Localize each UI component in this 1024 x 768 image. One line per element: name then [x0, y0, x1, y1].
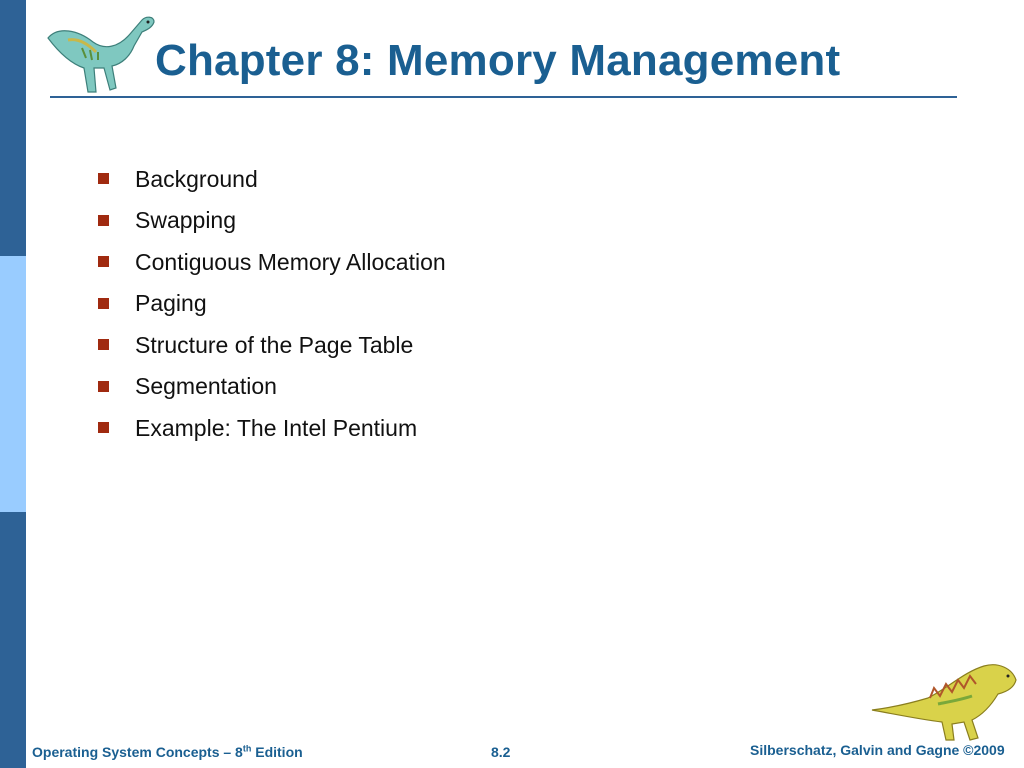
- bullet-text: Background: [135, 165, 258, 192]
- bullet-text: Structure of the Page Table: [135, 331, 414, 358]
- square-bullet-icon: [98, 173, 109, 184]
- bullet-text: Swapping: [135, 207, 237, 234]
- side-bar-light-band: [0, 256, 26, 512]
- bullet-text: Segmentation: [135, 373, 277, 400]
- dinosaur-icon: [38, 8, 156, 96]
- list-item: [98, 241, 446, 283]
- square-bullet-icon: [98, 256, 109, 267]
- list-item: [98, 407, 446, 449]
- footer-superscript: th: [242, 743, 252, 754]
- list-item: [98, 200, 446, 242]
- slide-title: Chapter 8: Memory Management: [155, 36, 841, 85]
- footer-page-number: 8.2: [491, 744, 511, 760]
- square-bullet-icon: [98, 298, 109, 309]
- footer-copyright: Silberschatz, Galvin and Gagne ©2009: [750, 742, 1005, 758]
- dinosaur-icon: [868, 658, 1018, 742]
- square-bullet-icon: [98, 215, 109, 226]
- side-bar-dark-band: [0, 512, 26, 768]
- square-bullet-icon: [98, 381, 109, 392]
- footer-book-title: Operating System Concepts – 8th Edition: [32, 743, 303, 760]
- left-side-bar: [0, 0, 26, 768]
- list-item: [98, 283, 446, 325]
- list-item: [98, 324, 446, 366]
- title-divider: [50, 96, 957, 98]
- bullet-text: Example: The Intel Pentium: [135, 414, 418, 441]
- list-item: [98, 158, 446, 200]
- bullet-text: Contiguous Memory Allocation: [135, 248, 446, 275]
- bullet-list: [98, 158, 446, 449]
- square-bullet-icon: [98, 339, 109, 350]
- bullet-text: Paging: [135, 290, 207, 317]
- square-bullet-icon: [98, 422, 109, 433]
- list-item: [98, 366, 446, 408]
